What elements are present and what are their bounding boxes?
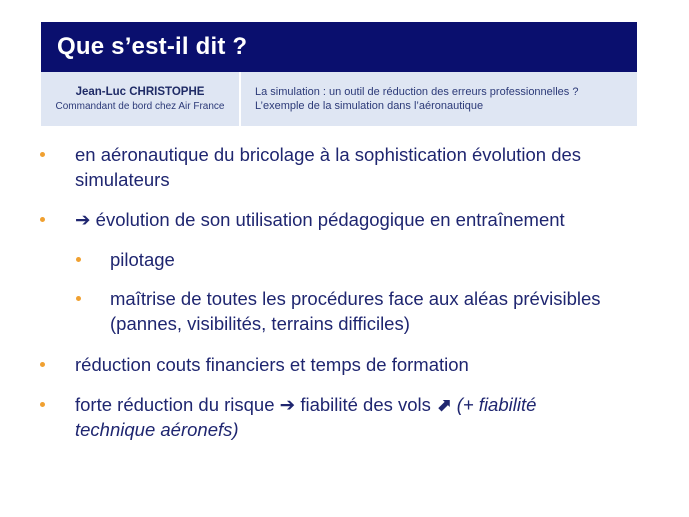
right-arrow-icon: ➔: [279, 394, 296, 415]
talk-title: [241, 72, 637, 126]
bullet-4-italic2: technique aéronefs): [75, 419, 239, 440]
bullet-dot: [40, 152, 45, 157]
speaker-box: [41, 72, 241, 126]
up-right-arrow-icon: ⬈: [436, 394, 452, 415]
talk-title-line2: L’exemple de la simulation dans l’aéronautique: [255, 100, 484, 112]
speaker-name: Jean-Luc CHRISTOPHE: [75, 86, 205, 98]
talk-title-line1: La simulation : un outil de réduction des erreurs professionnelles ?: [255, 86, 579, 98]
bullet-1-line1: en aéronautique du bricolage à la sophistication évolution des: [75, 144, 582, 165]
sub-bullet-1: pilotage: [110, 249, 175, 270]
slide-title: Que s’est-il dit ?: [41, 22, 637, 72]
right-arrow-icon: ➔: [75, 209, 91, 230]
list-item: [75, 207, 565, 232]
sub-bullet-2-line1: maîtrise de toutes les procédures face aux aléas prévisibles: [110, 288, 601, 309]
list-item: [75, 392, 536, 442]
bullet-4-line1: [75, 392, 536, 417]
bullet-dot: [40, 217, 45, 222]
sub-bullet-2-line2: (pannes, visibilités, terrains difficiles): [110, 313, 410, 334]
list-item: [110, 286, 601, 336]
bullet-4-part2: fiabilité des vols: [300, 394, 431, 415]
bullet-4-part1: forte réduction du risque: [75, 394, 275, 415]
bullet-3-text: réduction couts financiers et temps de formation: [75, 354, 469, 375]
list-item: [75, 352, 469, 377]
list-item: [75, 142, 581, 192]
bullet-1-line2: simulateurs: [75, 169, 170, 190]
speaker-info-bar: [41, 72, 637, 126]
sub-bullet-dot: [76, 257, 81, 262]
list-item: [110, 247, 175, 272]
bullet-2-text: évolution de son utilisation pédagogique en entraînement: [95, 209, 565, 230]
speaker-role: Commandant de bord chez Air France: [55, 101, 225, 112]
bullet-4-italic1: (+ fiabilité: [456, 394, 537, 415]
bullet-dot: [40, 362, 45, 367]
sub-bullet-dot: [76, 296, 81, 301]
bullet-dot: [40, 402, 45, 407]
